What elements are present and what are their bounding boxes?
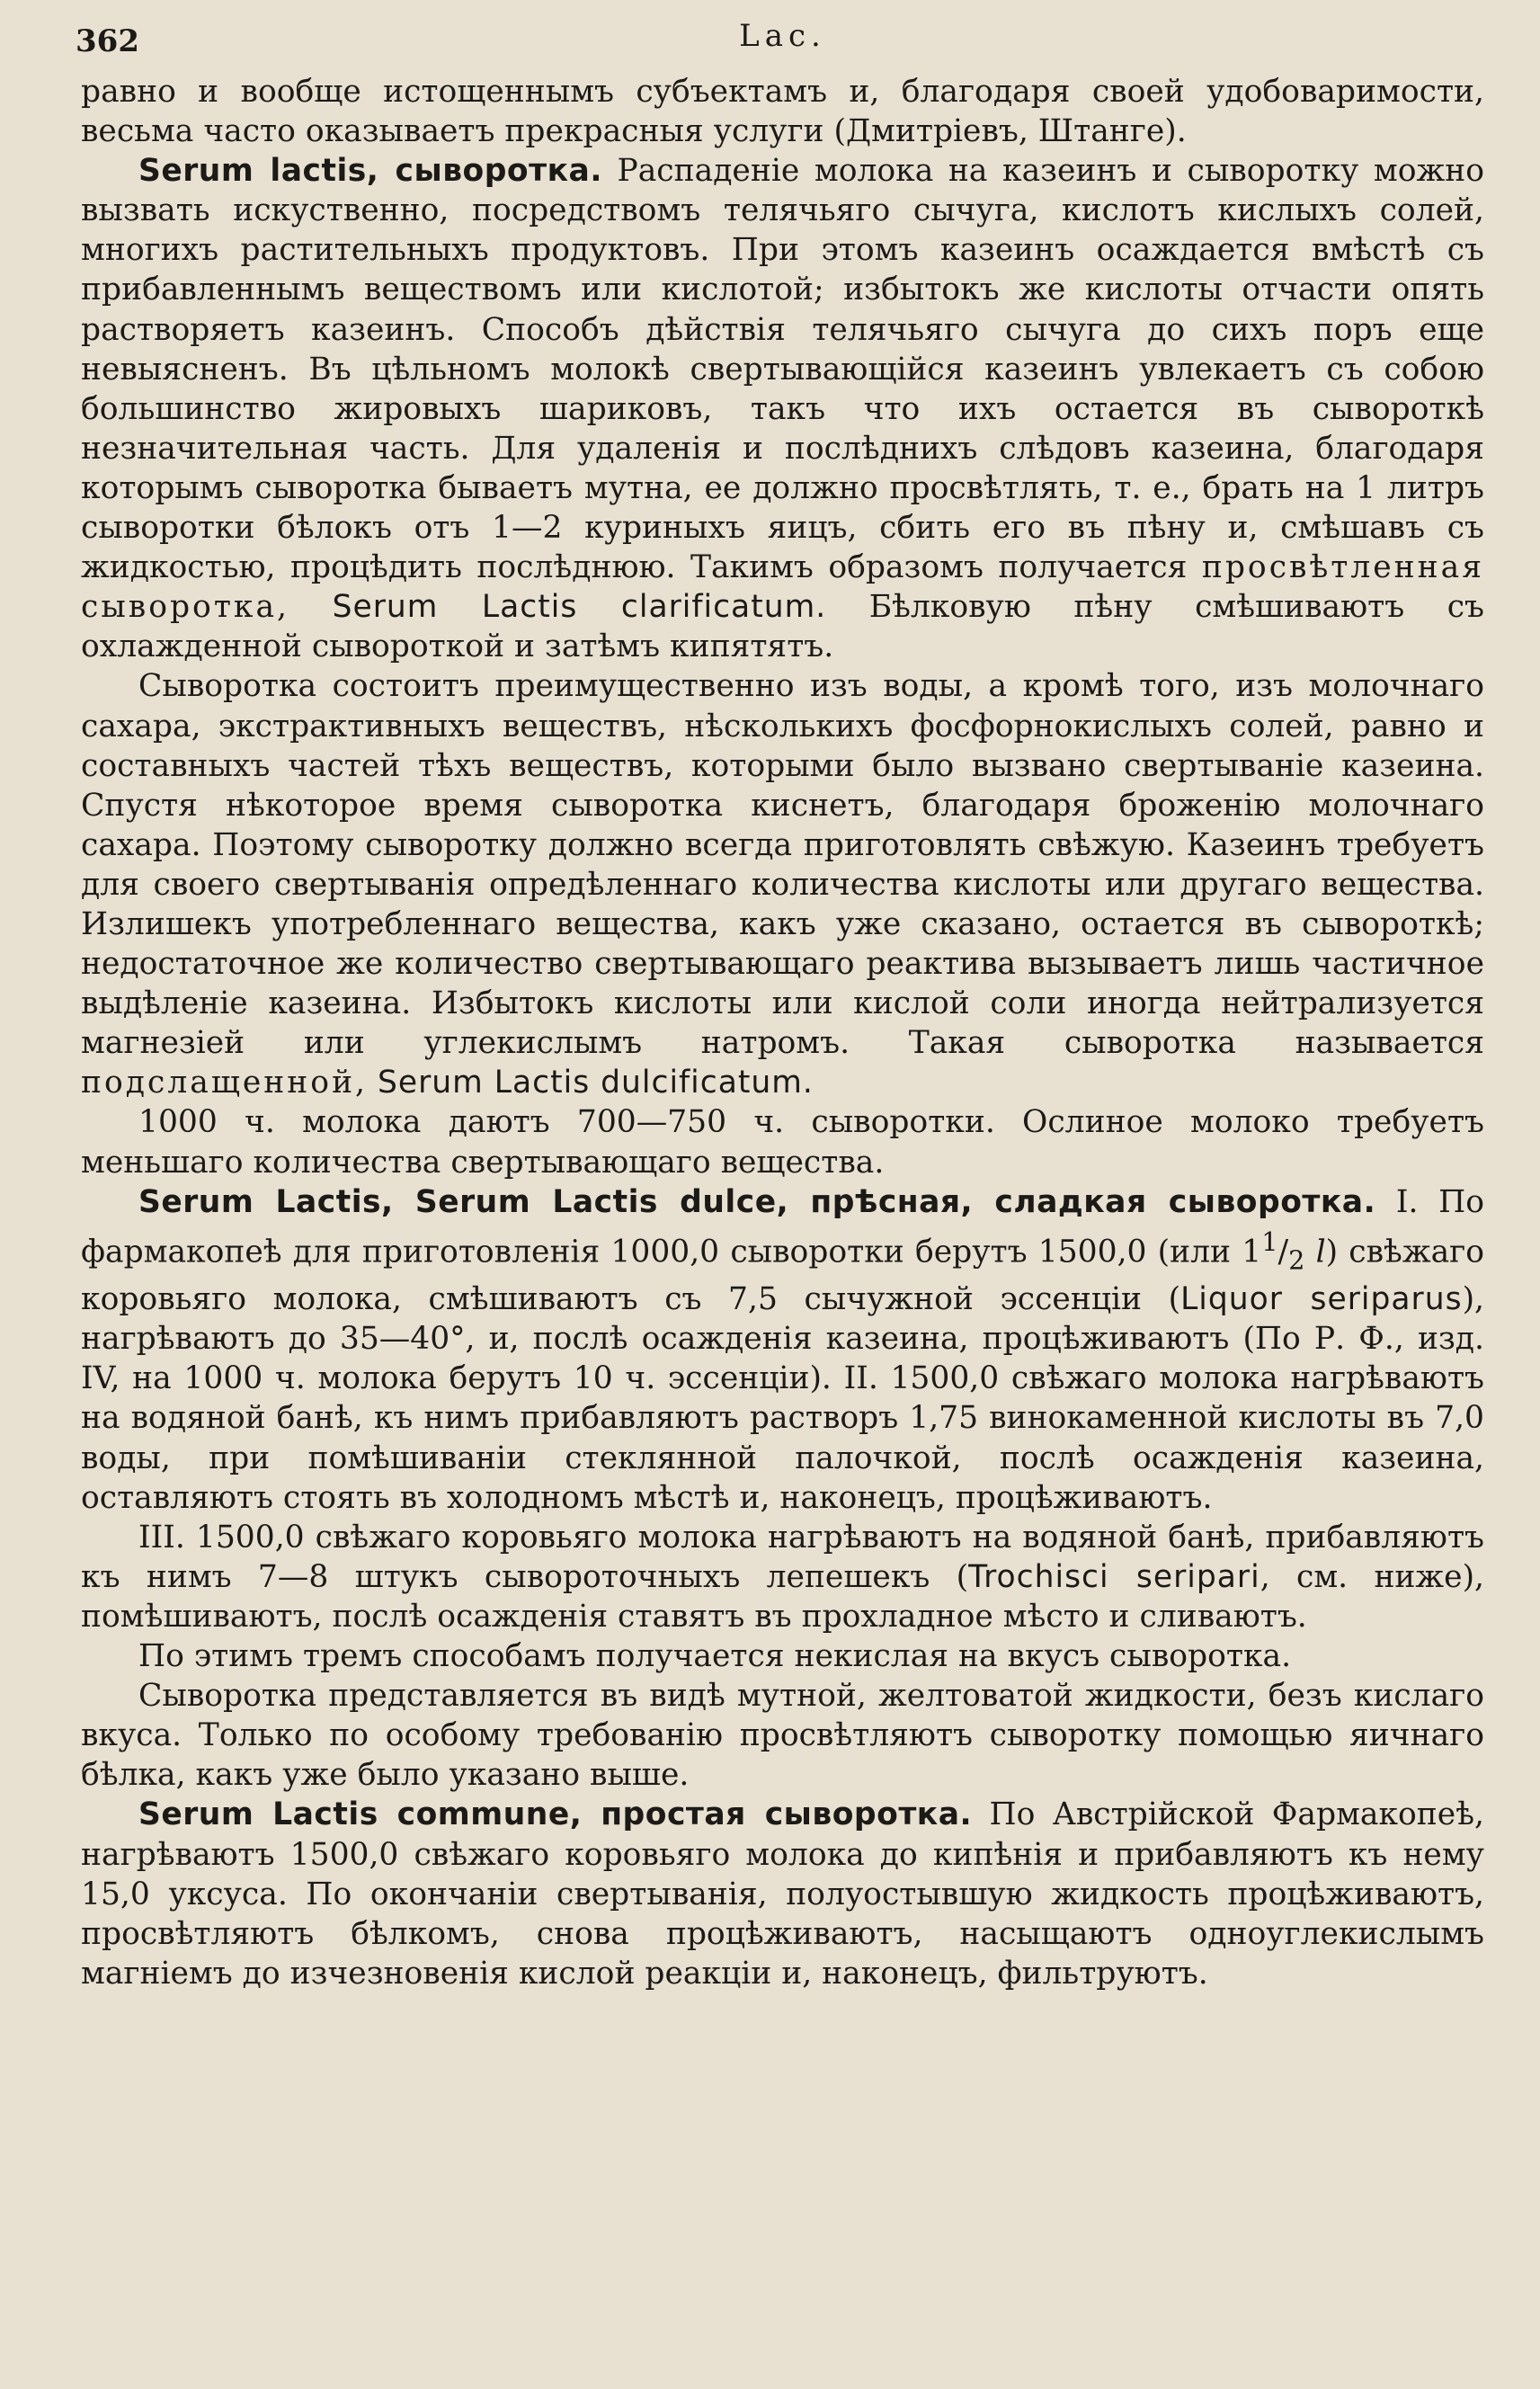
- text-spaced: подслащенной,: [81, 1065, 369, 1101]
- text-sup: 1: [1261, 1226, 1278, 1257]
- text-run: Сыворотка состоитъ преимущественно изъ воды, а кромѣ того, изъ молочнаго сахара, экстрактивныхъ веществъ, нѣсколькихъ фосфорнокислыхъ солей, равно и составныхъ частей тѣхъ веществъ, которыми было вызвано свертываніе казеина. Спустя нѣкоторое время сыворотка киснетъ, благодаря броженію молочнаго сахара. Поэтому сыворотку должно всегда приготовлять свѣжую. Казеинъ требуетъ для своего свертыванія опредѣленнаго количества кислоты или другаго вещества. Излишекъ употребленнаго вещества, какъ уже сказано, остается въ сывороткѣ; недостаточное же количество свертывающаго реактива вызываетъ лишь частичное выдѣленіе казеина. Избытокъ кислоты или кислой соли иногда нейтрализуется магнезіей или углекислымъ натромъ. Такая сыворотка называется: [81, 668, 1484, 1062]
- running-title: Lac.: [739, 18, 826, 54]
- text-spaced: просвѣтленная сыворотка,: [81, 549, 1484, 626]
- text-run: Бѣлковую пѣну смѣшиваютъ съ охлажденной сывороткой и затѣмъ кипятятъ.: [81, 589, 1484, 665]
- text-run: I. По фармакопеѣ для приготовленія 1000,0 сыворотки берутъ 1500,0 (или 1: [81, 1183, 1485, 1270]
- text-run: По Австрійской Фармакопеѣ, нагрѣваютъ 1500,0 свѣжаго коровьяго молока до кипѣнія и прибавляютъ къ нему 15,0 уксуса. По окончаніи свертыванія, полуостывшую жидкость процѣживаютъ, просвѣтляютъ бѣлкомъ, снова процѣживаютъ, насыщаютъ одноуглекислымъ магніемъ до изчезновенія кислой реакціи и, наконецъ, фильтруютъ.: [81, 1796, 1484, 1992]
- paragraph-composition: [81, 666, 1484, 1102]
- page-number: 362: [76, 23, 139, 59]
- text-run: Распаденіе молока на казеинъ и сыворотку можно вызвать искуственно, посредствомъ телячьяго сычуга, кислотъ кислыхъ солей, многихъ растительныхъ продуктовъ. При этомъ казеинъ осаждается вмѣстѣ съ прибавленнымъ веществомъ или кислотой; избытокъ же кислоты отчасти опять растворяетъ казеинъ. Способъ дѣйствія телячьяго сычуга до сихъ поръ еще невыясненъ. Въ цѣльномъ молокѣ свертывающійся казеинъ увлекаетъ съ собою большинство жировыхъ шариковъ, такъ что ихъ остается въ сывороткѣ незначительная часть. Для удаленія и послѣднихъ слѣдовъ казеина, благодаря которымъ сыворотка бываетъ мутна, ее должно просвѣтлять, т. е., брать на 1 литръ сыворотки бѣлокъ отъ 1—2 куриныхъ яицъ, сбить его въ пѣну и, смѣшавъ съ жидкостью, процѣдить послѣднюю. Такимъ образомъ получается: [81, 153, 1484, 586]
- text-latin: Serum Lactis clarificatum.: [332, 589, 827, 626]
- text-run: [289, 589, 333, 625]
- text-run: [368, 1065, 378, 1101]
- text-run: 1000 ч. молока даютъ 700—750 ч. сыворотки. Ослиное молоко требуетъ меньшаго количества свертывающаго вещества.: [81, 1104, 1484, 1181]
- text-run: равно и вообще истощеннымъ субъектамъ и, благодаря своей удобоваримости, весьма часто оказываетъ прекрасныя услуги (Дмитріевъ, Штанге).: [81, 74, 1484, 150]
- text-run: [1304, 1234, 1315, 1270]
- running-head: [76, 16, 1484, 72]
- text-run: Сыворотка представляется въ видѣ мутной, желтоватой жидкости, безъ кислаго вкуса. Только по особому требованію просвѣтляютъ сыворотку помощью яичнаго бѣлка, какъ уже было указано выше.: [81, 1678, 1484, 1794]
- text-term: Serum lactis, сыворотка.: [138, 153, 602, 190]
- paragraph-methods-summary: [81, 1636, 1484, 1676]
- text-run: /: [1277, 1234, 1289, 1270]
- paragraph-method-three: [81, 1518, 1484, 1636]
- text-run: , см. ниже), помѣшиваютъ, послѣ осажденія ставятъ въ прохладное мѣсто и сливаютъ.: [81, 1558, 1485, 1635]
- paragraph-serum-lactis-commune: [81, 1795, 1484, 1992]
- text-run: III. 1500,0 свѣжаго коровьяго молока нагрѣваютъ на водяной банѣ, прибавляютъ къ нимъ 7—8 штукъ сывороточныхъ лепешекъ (: [81, 1519, 1484, 1595]
- paragraph-serum-lactis: [81, 151, 1484, 666]
- text-sub: 2: [1288, 1244, 1305, 1276]
- text-latin: Serum Lactis dulcificatum.: [378, 1065, 814, 1101]
- paragraph-serum-lactis-dulce: [81, 1182, 1484, 1518]
- text-term: Serum Lactis, Serum Lactis dulce, прѣсная, сладкая сыворотка.: [138, 1183, 1376, 1220]
- text-run: По этимъ тремъ способамъ получается некислая на вкусъ сыворотка.: [138, 1638, 1292, 1675]
- text-ital: l: [1315, 1234, 1326, 1270]
- paragraph-continuation: [81, 72, 1484, 151]
- text-latin: Liquor seriparus: [1180, 1281, 1463, 1318]
- body-text: [81, 72, 1484, 1993]
- paragraph-appearance: [81, 1676, 1484, 1795]
- text-term: Serum Lactis commune, простая сыворотка.: [138, 1796, 973, 1833]
- text-latin: Trochisci seripari: [968, 1558, 1260, 1595]
- text-run: ), нагрѣваютъ до 35—40°, и, послѣ осажденія казеина, процѣживаютъ (По Р. Ф., изд. IV, на 1000 ч. молока берутъ 10 ч. эссенціи). II. 1500,0 свѣжаго молока нагрѣваютъ на водяной банѣ, къ нимъ прибавляютъ растворъ 1,75 винокаменной кислоты въ 7,0 воды, при помѣшиваніи стеклянной палочкой, послѣ осажденія казеина, оставляютъ стоять въ холодномъ мѣстѣ и, наконецъ, процѣживаютъ.: [81, 1281, 1484, 1516]
- paragraph-yield: [81, 1102, 1484, 1181]
- text-run: ) свѣжаго коровьяго молока, смѣшиваютъ съ 7,5 сычужной эссенціи (: [81, 1234, 1484, 1318]
